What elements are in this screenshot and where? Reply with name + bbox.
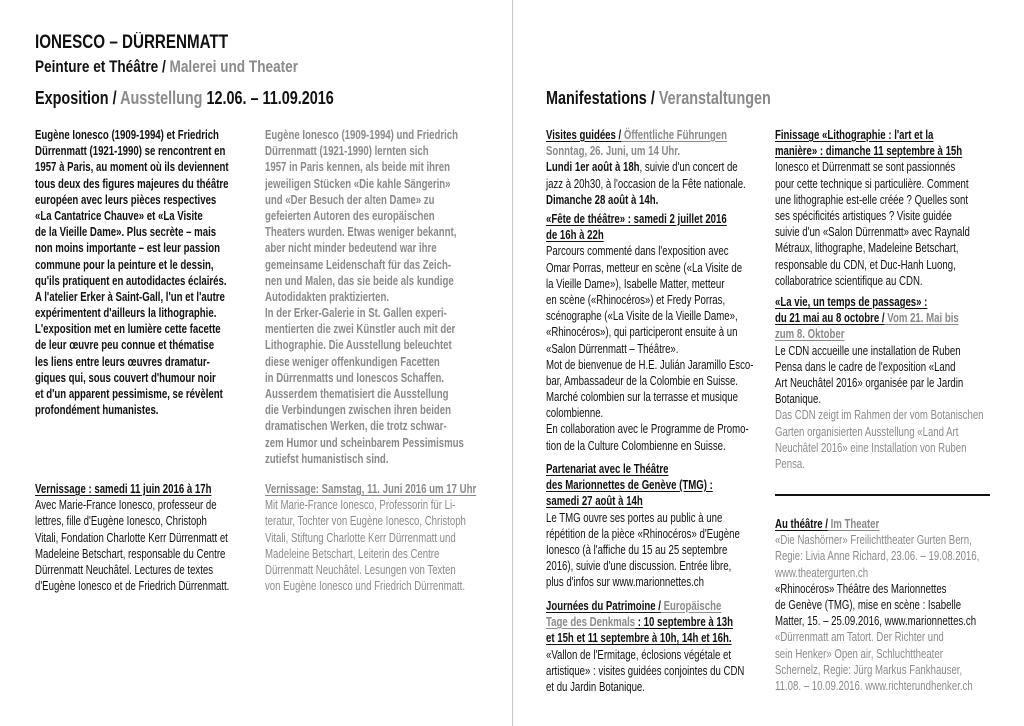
text-line: [35, 224, 257, 240]
text-line: [35, 159, 257, 175]
text-line: [546, 493, 768, 509]
text-line: [35, 354, 257, 370]
body-text: lettres, fille d'Eugène Ionesco, Christoph: [35, 513, 207, 529]
text-line: [35, 497, 257, 513]
body-text: Le TMG ouvre ses portes au public à une: [546, 509, 723, 525]
text-line: [775, 159, 997, 175]
text-line: [35, 386, 257, 402]
text-line: [265, 451, 487, 467]
body-text: In der Erker-Galerie in St. Gallen experi-: [265, 305, 447, 321]
text-line: [35, 143, 257, 159]
body-text: pour cette technique si particulière. Comment: [775, 175, 969, 191]
text-block: [265, 481, 487, 594]
text-line: [546, 127, 768, 143]
text-line: [265, 305, 487, 321]
body-text: la Vieille Dame»), Isabelle Matter, metteur: [546, 275, 725, 291]
text-line: [546, 630, 768, 646]
text-line: [546, 192, 768, 208]
text-line: [265, 127, 487, 143]
text-line: [546, 614, 768, 630]
text-line: [35, 530, 257, 546]
body-text: jazz à 20h30, à l'occasion de la Fête nationale.: [546, 175, 746, 191]
text-line: [775, 343, 997, 359]
body-text: Schernelz, Regie: Jürg Markus Fankhauser,: [775, 661, 963, 677]
body-text: dramatischen Werken, die trotz schwar-: [265, 418, 447, 434]
body-text: Ausserdem thematisiert die Ausstellung: [265, 386, 449, 401]
event-heading-text: Partenariat avec le Théâtre: [546, 461, 669, 476]
body-text: scénographe («La Visite de la Vieille Dame»,: [546, 308, 738, 324]
body-text: de la Vieille Dame». Plus secrète – mais: [35, 224, 217, 240]
text-line: [265, 289, 487, 305]
body-text: d'Eugène Ionesco et de Friedrich Dürrenmatt.: [35, 578, 230, 594]
body-text: Dürrenmatt Neuchâtel. Lectures de textes: [35, 561, 214, 577]
body-text: Botanique.: [775, 391, 822, 407]
text-line: [775, 646, 997, 662]
text-line: [265, 513, 487, 529]
section-rule: [775, 494, 990, 496]
text-line: [775, 359, 997, 375]
text-line: [546, 477, 768, 493]
text-line: [775, 662, 997, 678]
body-text: und «Der Besuch der alten Dame» zu: [265, 191, 435, 207]
text-block: [775, 127, 997, 289]
text-block: [546, 211, 768, 454]
body-text: ses spécificités artistiques ? Visite guidée: [775, 207, 952, 223]
body-text: nen und Malen, das sie beide als kundige: [265, 272, 454, 288]
text-line: [546, 558, 768, 574]
text-line: [546, 389, 768, 405]
text-line: [775, 391, 997, 407]
body-text: «Dürrenmatt am Tatort. Der Richter und: [775, 629, 944, 645]
body-text: de Genève (TMG), mise en scène : Isabelle: [775, 596, 962, 612]
text-line: [546, 461, 768, 477]
text-line: [775, 678, 997, 694]
body-text: Vitali, Stiftung Charlotte Kerr Dürrenmatt und: [265, 529, 456, 545]
event-heading-text: Im Theater: [827, 516, 880, 531]
body-text: qu'ils pratiquent en autodidactes éclairés.: [35, 272, 227, 288]
body-text: Mit Marie-France Ionesco, Professorin für Li-: [265, 497, 456, 513]
event-heading-text: Finissage «Lithographie : l'art et la: [775, 127, 934, 142]
text-line: [35, 546, 257, 562]
body-text: «Die Nashörner» Freilichttheater Gurten Bern,: [775, 532, 972, 548]
text-line: [775, 440, 997, 456]
events-title-fr: Manifestations /: [546, 88, 659, 108]
text-line: [546, 308, 768, 324]
body-text: Métraux, lithographe, Madeleine Betschart,: [775, 240, 959, 256]
body-text: Autodidakten praktizierten.: [265, 288, 390, 304]
text-line: [35, 176, 257, 192]
body-text: Ionesco (à l'affiche du 15 au 25 septembre: [546, 541, 728, 557]
expo-fr: Exposition /: [35, 88, 121, 108]
text-line: [35, 208, 257, 224]
body-text: diese weniger offenkundigen Facetten: [265, 353, 440, 369]
event-heading-text: Europäische: [660, 598, 722, 613]
body-text: , suivie d'un concert de: [639, 159, 738, 175]
body-text: 1957 à Paris, au moment où ils deviennent: [35, 159, 229, 175]
body-text: de leur œuvre peu connue et thématise: [35, 337, 215, 353]
body-text: commune pour la peinture et le dessin,: [35, 256, 214, 272]
body-text: Regie: Livia Anne Richard, 23.06. – 19.08.2016,: [775, 548, 980, 564]
text-line: [265, 224, 487, 240]
body-text: mentierten die zwei Künstler auch mit der: [265, 321, 456, 337]
text-block: [775, 294, 997, 472]
text-line: [35, 273, 257, 289]
event-heading-text: Öffentliche Führungen: [621, 127, 728, 142]
body-text: von Eugène Ionesco und Friedrich Dürrenmatt.: [265, 578, 465, 594]
text-line: [35, 370, 257, 386]
text-line: [546, 143, 768, 159]
text-line: [546, 542, 768, 558]
text-line: [775, 176, 997, 192]
text-line: [775, 310, 997, 326]
text-line: [775, 407, 997, 423]
exhibition-subtitle: [35, 57, 298, 77]
text-line: [546, 243, 768, 259]
body-text: Dimanche 28 août à 14h.: [546, 191, 659, 207]
text-line: [546, 647, 768, 663]
text-line: [775, 224, 997, 240]
event-heading-text: et 15h et 11 septembre à 10h, 14h et 16h.: [546, 630, 732, 646]
body-text: Lundi 1er août à 18h: [546, 159, 640, 175]
text-line: [265, 208, 487, 224]
event-heading-text: des Marionnettes de Genève (TMG) :: [546, 477, 713, 493]
text-line: [775, 257, 997, 273]
event-heading-text: du 21 mai au 8 octobre /: [775, 310, 885, 326]
text-line: [265, 578, 487, 594]
body-text: Pensa dans le cadre de l'exposition «Land: [775, 358, 956, 374]
body-text: 2016), suivie d'une discussion. Entrée libre,: [546, 558, 732, 574]
text-line: [35, 321, 257, 337]
text-block: [35, 127, 257, 418]
body-text: Eugène Ionesco (1909-1994) et Friedrich: [35, 127, 219, 142]
body-text: Avec Marie-France Ionesco, professeur de: [35, 497, 217, 513]
body-text: collaboratrice scientifique au CDN.: [775, 272, 923, 288]
body-text: et d'un apparent pessimisme, se révèlent: [35, 386, 223, 401]
text-line: [546, 276, 768, 292]
body-text: 11.08. – 10.09.2016. www.richterundhenker.ch: [775, 677, 973, 693]
text-line: [775, 516, 997, 532]
text-line: [265, 418, 487, 434]
text-line: [546, 510, 768, 526]
event-heading-text: manière» : dimanche 11 septembre à 15h: [775, 143, 963, 159]
text-block: [546, 127, 768, 208]
body-text: en scène («Rhinocéros») et Fredy Porras,: [546, 291, 726, 307]
text-line: [546, 324, 768, 340]
text-line: [265, 435, 487, 451]
body-text: artistique» : visites guidées conjointes du CDN: [546, 662, 745, 678]
text-line: [775, 456, 997, 472]
body-text: Garten organisierten Ausstellung «Land Art: [775, 423, 959, 439]
text-line: [265, 273, 487, 289]
event-heading-text: «Fête de théâtre» : samedi 2 juillet 2016: [546, 211, 727, 226]
body-text: plus d'infos sur www.marionnettes.ch: [546, 574, 704, 590]
exhibition-dates-line: [35, 88, 334, 109]
text-line: [265, 354, 487, 370]
events-title: [546, 88, 771, 109]
event-heading-text: Journées du Patrimoine /: [546, 598, 661, 613]
event-heading-text: Vernissage: Samstag, 11. Juni 2016 um 17 Uhr: [265, 481, 477, 496]
page-fold-divider: [512, 0, 513, 726]
body-text: «Rhinocéros»), qui participeront ensuite à un: [546, 324, 738, 340]
event-heading-text: Au théâtre /: [775, 516, 828, 531]
text-line: [265, 257, 487, 273]
text-line: [265, 546, 487, 562]
body-text: Mot de bienvenue de H.E. Julián Jaramillo Esco-: [546, 356, 754, 372]
body-text: Dürrenmatt (1921-1990) se rencontrent en: [35, 143, 226, 159]
text-line: [35, 289, 257, 305]
text-line: [265, 370, 487, 386]
text-line: [35, 402, 257, 418]
body-text: zutiefst humanistisch sind.: [265, 450, 389, 466]
body-text: zem Humor und scheinbarem Pessimismus: [265, 434, 464, 450]
body-text: une lithographie est-elle créée ? Quelles sont: [775, 191, 969, 207]
text-line: [775, 613, 997, 629]
body-text: L'exposition met en lumière cette facette: [35, 321, 221, 337]
body-text: Madeleine Betschart, responsable du Centre: [35, 545, 226, 561]
text-block: [775, 516, 997, 694]
body-text: non moins importante – est leur passion: [35, 240, 220, 256]
exhibition-title: [35, 32, 228, 54]
text-line: [546, 598, 768, 614]
text-block: [546, 461, 768, 591]
body-text: Dürrenmatt (1921-1990) lernten sich: [265, 143, 429, 159]
body-text: «Salon Dürrenmatt – Théâtre».: [546, 340, 679, 356]
text-block: [546, 598, 768, 695]
text-line: [35, 305, 257, 321]
text-line: [546, 211, 768, 227]
body-text: «Vallon de l'Ermitage, éclosions végétale et: [546, 646, 732, 662]
text-line: [35, 240, 257, 256]
text-line: [35, 513, 257, 529]
text-line: [546, 663, 768, 679]
event-heading-text: Visites guidées /: [546, 127, 622, 142]
event-heading-text: zum 8. Oktober: [775, 326, 845, 342]
text-line: [546, 438, 768, 454]
body-text: Dürrenmatt Neuchâtel. Lesungen von Texten: [265, 561, 456, 577]
body-text: Le CDN accueille une installation de Ruben: [775, 342, 961, 358]
text-line: [546, 421, 768, 437]
body-text: Ionesco et Dürrenmatt se sont passionnés: [775, 159, 956, 175]
body-text: Theaters wurden. Etwas weniger bekannt,: [265, 224, 457, 240]
text-line: [265, 481, 487, 497]
text-line: [35, 257, 257, 273]
text-block: [265, 127, 487, 467]
body-text: giques qui, sous couvert d'humour noir: [35, 369, 216, 385]
text-line: [35, 337, 257, 353]
event-heading-text: «La vie, un temps de passages» :: [775, 294, 928, 309]
body-text: 1957 in Paris kennen, als beide mit ihren: [265, 159, 450, 175]
text-line: [775, 240, 997, 256]
text-line: [546, 405, 768, 421]
event-heading-text: : 10 septembre à 13h: [635, 614, 733, 630]
text-line: [265, 240, 487, 256]
body-text: «La Cantatrice Chauve» et «La Visite: [35, 207, 203, 223]
body-text: teratur, Tochter von Eugène Ionesco, Christoph: [265, 513, 466, 529]
event-heading-text: Vom 21. Mai bis: [884, 310, 959, 326]
body-text: et du Jardin Botanique.: [546, 678, 645, 694]
text-line: [265, 337, 487, 353]
body-text: A l'atelier Erker à Saint-Gall, l'un et l'autre: [35, 288, 225, 304]
text-line: [546, 176, 768, 192]
event-heading-text: Tage des Denkmals: [546, 614, 636, 630]
text-line: [35, 127, 257, 143]
text-line: [546, 260, 768, 276]
body-text: «Rhinocéros» Théâtre des Marionnettes: [775, 580, 947, 596]
body-text: Pensa.: [775, 455, 805, 471]
text-line: [265, 562, 487, 578]
text-line: [265, 192, 487, 208]
text-line: [35, 481, 257, 497]
text-line: [265, 402, 487, 418]
text-line: [775, 629, 997, 645]
body-text: expérimentent d'ailleurs la lithographie.: [35, 305, 217, 321]
expo-de: Ausstellung: [120, 88, 203, 108]
text-line: [546, 373, 768, 389]
body-text: Matter, 15. – 25.09.2016, www.marionnettes.ch: [775, 613, 977, 629]
body-text: Madeleine Betschart, Leiterin des Centre: [265, 545, 440, 561]
text-line: [546, 227, 768, 243]
text-line: [265, 159, 487, 175]
body-text: sein Henker» Open air, Schluchttheater: [775, 645, 943, 661]
body-text: Eugène Ionesco (1909-1994) und Friedrich: [265, 127, 459, 142]
text-line: [775, 326, 997, 342]
text-line: [775, 565, 997, 581]
body-text: Marché colombien sur la terrasse et musique: [546, 389, 738, 405]
body-text: www.theatergurten.ch: [775, 564, 869, 580]
body-text: colombienne.: [546, 405, 604, 421]
text-line: [35, 562, 257, 578]
text-line: [775, 208, 997, 224]
event-heading-text: de 16h à 22h: [546, 227, 604, 243]
event-heading-text: Vernissage : samedi 11 juin 2016 à 17h: [35, 481, 212, 496]
text-line: [265, 143, 487, 159]
body-text: profondément humanistes.: [35, 402, 159, 418]
text-line: [775, 424, 997, 440]
text-line: [265, 321, 487, 337]
body-text: En collaboration avec le Programme de Promo-: [546, 421, 749, 437]
body-text: les liens entre leurs œuvres dramatur-: [35, 353, 210, 369]
text-line: [35, 192, 257, 208]
body-text: répétition de la pièce «Rhinocéros» d'Eugène: [546, 525, 740, 541]
body-text: suivie d'un «Salon Dürrenmatt» avec Raynald: [775, 224, 970, 240]
body-text: Neuchâtel 2016» eine Installation von Ruben: [775, 439, 967, 455]
text-line: [35, 578, 257, 594]
body-text: aber nicht minder bedeutend war ihre: [265, 240, 437, 256]
text-line: [546, 341, 768, 357]
body-text: Lithographie. Die Ausstellung beleuchtet: [265, 337, 452, 353]
text-line: [775, 127, 997, 143]
text-line: [775, 597, 997, 613]
text-line: [775, 294, 997, 310]
text-line: [546, 574, 768, 590]
body-text: bar, Ambassadeur de la Colombie en Suisse.: [546, 372, 738, 388]
text-block: [35, 481, 257, 594]
body-text: Omar Porras, metteur en scène («La Visite de: [546, 259, 743, 275]
text-line: [265, 530, 487, 546]
body-text: Sonntag, 26. Juni, um 14 Uhr.: [546, 143, 681, 159]
text-line: [546, 357, 768, 373]
text-line: [775, 192, 997, 208]
text-line: [775, 273, 997, 289]
body-text: gemeinsame Leidenschaft für das Zeich-: [265, 256, 452, 272]
body-text: tion de la Culture Colombienne en Suisse.: [546, 437, 726, 453]
text-line: [265, 497, 487, 513]
body-text: jeweiligen Stücken «Die kahle Sängerin»: [265, 175, 451, 191]
body-text: die Verbindungen zwischen ihren beiden: [265, 402, 452, 418]
body-text: in Dürrenmatts und Ionescos Schaffen.: [265, 369, 445, 385]
body-text: tous deux des figures majeures du théâtre: [35, 175, 229, 191]
body-text: européen avec leurs pièces respectives: [35, 191, 217, 207]
text-line: [265, 176, 487, 192]
text-line: [265, 386, 487, 402]
body-text: Art Neuchâtel 2016» organisée par le Jardin: [775, 374, 964, 390]
body-text: gefeierten Autoren des europäischen: [265, 207, 435, 223]
text-line: [546, 526, 768, 542]
text-line: [775, 581, 997, 597]
text-line: [546, 292, 768, 308]
body-text: Das CDN zeigt im Rahmen der vom Botanischen: [775, 407, 984, 423]
body-text: Parcours commenté dans l'exposition avec: [546, 243, 729, 259]
title-text: IONESCO – DÜRRENMATT: [35, 32, 229, 53]
text-line: [546, 679, 768, 695]
event-heading-text: samedi 27 août à 14h: [546, 493, 643, 509]
subtitle-de: Malerei und Theater: [169, 57, 299, 76]
subtitle-fr: Peinture et Théâtre /: [35, 57, 170, 76]
text-line: [775, 143, 997, 159]
expo-dates: 12.06. – 11.09.2016: [202, 88, 334, 108]
body-text: responsable du CDN, et Duc-Hanh Luong,: [775, 256, 956, 272]
body-text: Vitali, Fondation Charlotte Kerr Dürrenmatt et: [35, 529, 228, 545]
text-line: [775, 532, 997, 548]
events-title-de: Veranstaltungen: [658, 88, 771, 108]
text-line: [546, 159, 768, 175]
text-line: [775, 548, 997, 564]
text-line: [775, 375, 997, 391]
